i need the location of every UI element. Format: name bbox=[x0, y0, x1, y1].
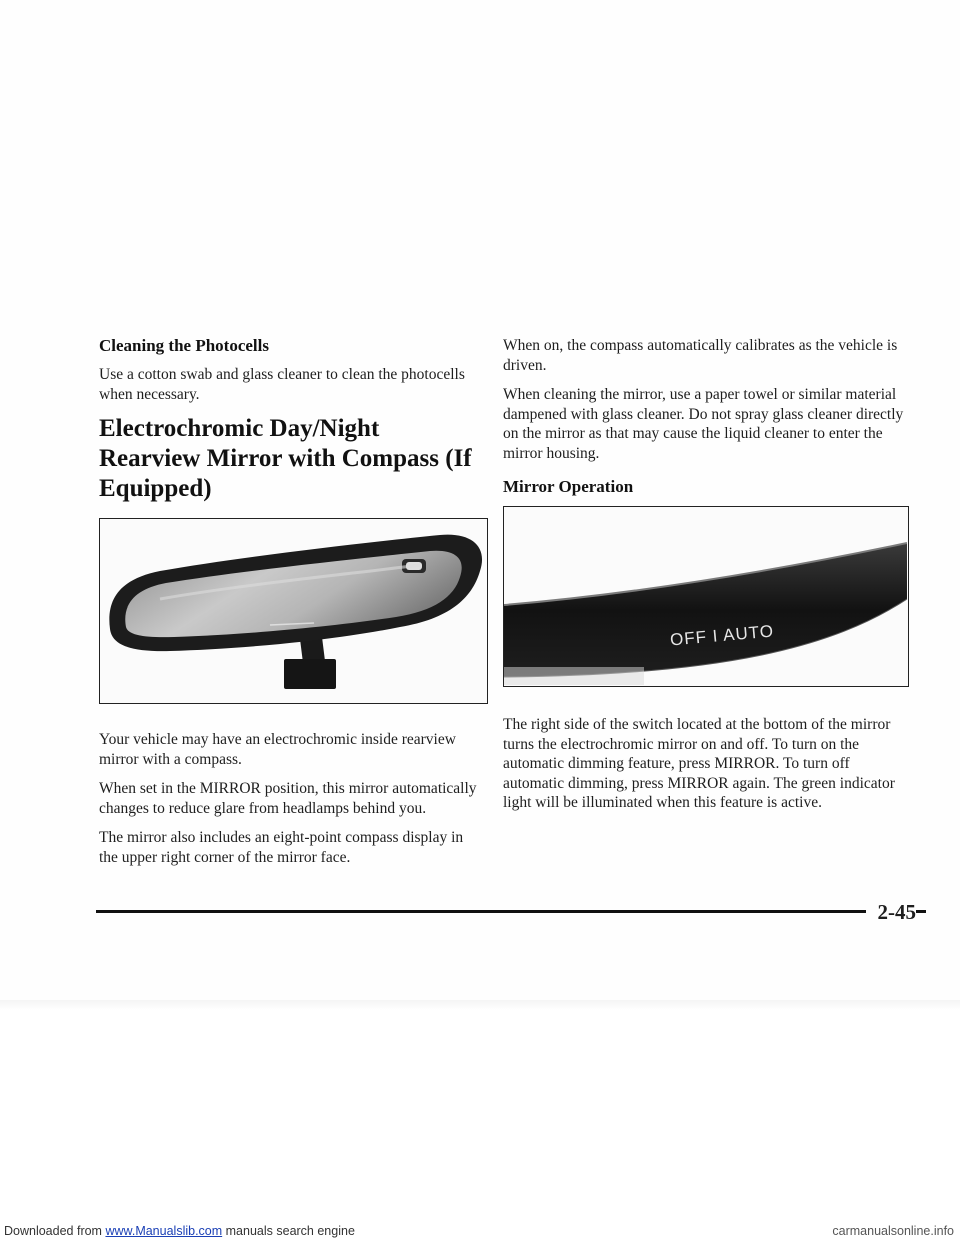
off-auto-switch-label: OFF I AUTO bbox=[669, 621, 775, 650]
subhead-mirror-operation: Mirror Operation bbox=[503, 477, 634, 496]
right-column bbox=[503, 336, 913, 823]
mirror-image bbox=[100, 519, 486, 702]
switch-image bbox=[504, 507, 907, 685]
paragraph: Use a cotton swab and glass cleaner to clean the photocells when necessary. bbox=[99, 366, 465, 403]
footer bbox=[0, 1222, 960, 1242]
paragraph: The mirror also includes an eight-point compass display in the upper right corner of the mirror face. bbox=[99, 829, 464, 866]
footer-download-text: Downloaded from www.Manualslib.com manuals search engine bbox=[4, 1224, 355, 1238]
paragraph: Your vehicle may have an electrochromic inside rearview mirror with a compass. bbox=[99, 731, 456, 768]
paragraph: When set in the MIRROR position, this mirror automatically changes to reduce glare from headlamps behind you. bbox=[99, 780, 477, 817]
page-number: 2-45 bbox=[866, 901, 917, 923]
left-column bbox=[99, 336, 484, 877]
paragraph: When on, the compass automatically calibrates as the vehicle is driven. bbox=[503, 337, 898, 374]
mirror-switch-illustration bbox=[503, 506, 909, 687]
section-title: Electrochromic Day/Night Rearview Mirror with Compass (If Equipped) bbox=[99, 415, 472, 502]
paragraph: When cleaning the mirror, use a paper towel or similar material dampened with glass cleaner. Do not spray glass cleaner directly on the mirror as that may cause the liquid cleaner to enter the mirror housing. bbox=[503, 386, 904, 462]
manualslib-link[interactable]: www.Manualslib.com bbox=[105, 1224, 223, 1238]
footer-watermark: carmanualsonline.info bbox=[832, 1224, 954, 1238]
paragraph: The right side of the switch located at the bottom of the mirror turns the electrochromic mirror on and off. To turn on the automatic dimming feature, press MIRROR. To turn off automatic dimming, press MIRROR again. The green indicator light will be illuminated when this feature is active. bbox=[503, 716, 895, 811]
subhead-cleaning-photocells: Cleaning the Photocells bbox=[99, 336, 269, 355]
rearview-mirror-illustration bbox=[99, 518, 488, 704]
bottom-rule bbox=[96, 910, 926, 913]
